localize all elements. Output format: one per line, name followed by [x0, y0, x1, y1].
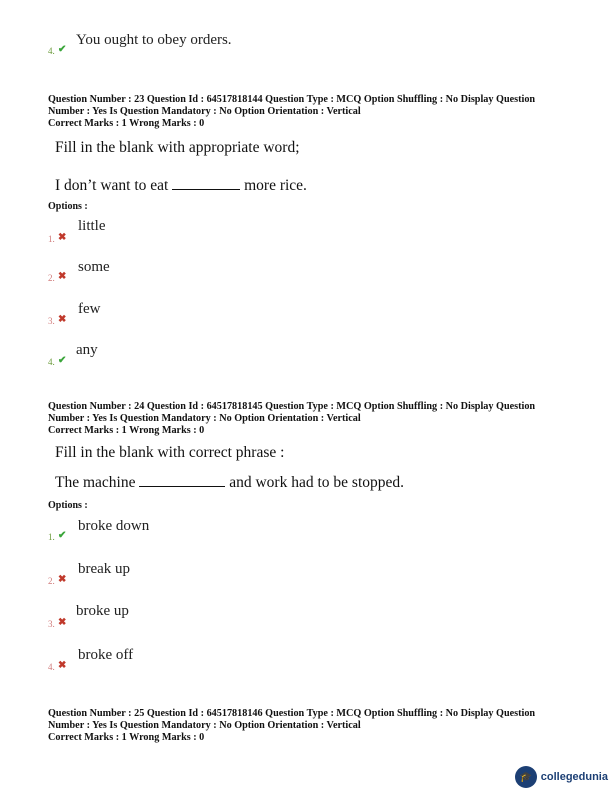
- option-text: few: [78, 301, 101, 317]
- cross-icon: ✖: [58, 617, 67, 628]
- question-instruction: Fill in the blank with correct phrase :: [55, 444, 285, 461]
- tick-icon: ✔: [58, 44, 67, 55]
- graduation-cap-icon: 🎓: [515, 766, 537, 788]
- option-number: 2.: [48, 576, 55, 586]
- option-number: 2.: [48, 273, 55, 283]
- question-meta-line: Number : Yes Is Question Mandatory : No Option Orientation : Vertical: [48, 720, 361, 731]
- option-number: 1.: [48, 234, 55, 244]
- logo-text: collegedunia: [540, 771, 608, 783]
- question-instruction: Fill in the blank with appropriate word;: [55, 139, 300, 156]
- question-meta-line: Number : Yes Is Question Mandatory : No Option Orientation : Vertical: [48, 106, 361, 117]
- option-text: You ought to obey orders.: [76, 32, 232, 48]
- question-meta-line: Number : Yes Is Question Mandatory : No Option Orientation : Vertical: [48, 413, 361, 424]
- question-meta: [48, 708, 568, 744]
- cross-icon: ✖: [58, 232, 67, 243]
- question-meta-line: Question Number : 24 Question Id : 64517818145 Question Type : MCQ Option Shuffling : No Display Question: [48, 401, 536, 412]
- question-marks: Correct Marks : 1 Wrong Marks : 0: [48, 118, 205, 129]
- blank-line: [139, 472, 225, 487]
- sentence-after: and work had to be stopped.: [229, 474, 405, 491]
- question-marks: Correct Marks : 1 Wrong Marks : 0: [48, 425, 205, 436]
- footer-logo: [515, 766, 608, 788]
- cross-icon: ✖: [58, 574, 67, 585]
- cross-icon: ✖: [58, 314, 67, 325]
- option-number: 3.: [48, 316, 55, 326]
- question-meta-line: Question Number : 25 Question Id : 64517818146 Question Type : MCQ Option Shuffling : No Display Question: [48, 708, 536, 719]
- option-text: broke off: [78, 647, 134, 663]
- options-label: Options :: [48, 500, 88, 511]
- question-meta: [48, 401, 568, 437]
- blank-line: [172, 175, 240, 190]
- option-number: 1.: [48, 532, 55, 542]
- option-number: 3.: [48, 619, 55, 629]
- options-label: Options :: [48, 201, 88, 212]
- question-sentence: [55, 175, 307, 195]
- tick-icon: ✔: [58, 355, 67, 366]
- option-number: 4.: [48, 357, 55, 367]
- cross-icon: ✖: [58, 660, 67, 671]
- option-text: broke down: [78, 518, 150, 534]
- logo-wordmark: [541, 771, 608, 783]
- question-meta-line: Question Number : 23 Question Id : 64517818144 Question Type : MCQ Option Shuffling : No Display Question: [48, 94, 536, 105]
- tick-icon: ✔: [58, 530, 67, 541]
- question-sentence: [55, 472, 404, 492]
- option-number: 4.: [48, 662, 55, 672]
- option-number: 4.: [48, 46, 55, 56]
- question-meta: [48, 94, 568, 130]
- option-text: any: [76, 342, 98, 358]
- cross-icon: ✖: [58, 271, 67, 282]
- sentence-after: more rice.: [244, 177, 307, 194]
- option-text: broke up: [76, 603, 129, 619]
- question-marks: Correct Marks : 1 Wrong Marks : 0: [48, 732, 205, 743]
- option-text: break up: [78, 561, 131, 577]
- sentence-before: The machine: [55, 474, 136, 491]
- option-text: some: [78, 259, 110, 275]
- option-text: little: [78, 218, 106, 234]
- sentence-before: I don’t want to eat: [55, 177, 169, 194]
